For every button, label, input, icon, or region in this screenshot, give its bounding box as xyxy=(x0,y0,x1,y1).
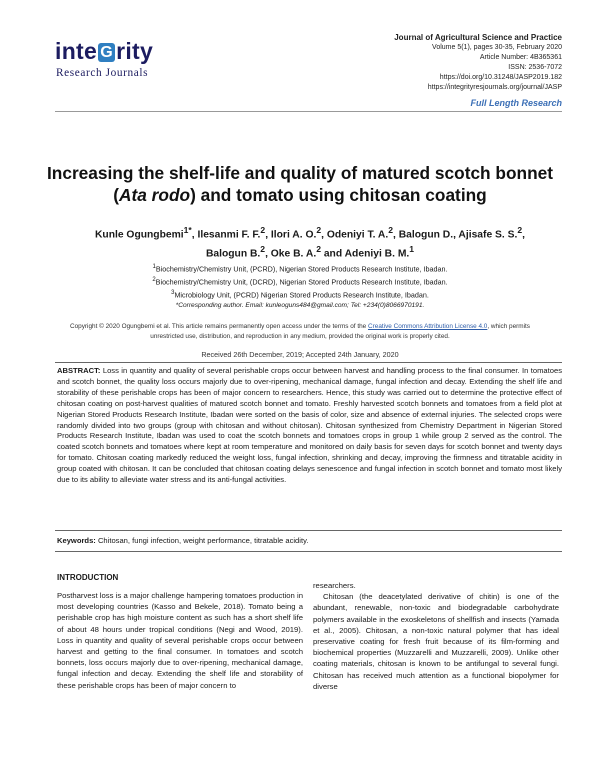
body-column-left xyxy=(57,590,303,691)
journal-volume: Volume 5(1), pages 30-35, February 2020 xyxy=(432,44,562,51)
article-number: Article Number: 4B365361 xyxy=(479,54,562,61)
paragraph: Postharvest loss is a major challenge hampering tomatoes production in most developing countries (Kasso and Bekele, 2018). Tomato being a perishable crop has high moisture content as such has a short shelf life of about 48 hours under tropical conditions (Negi and Wood, 2019). Loss in quantity and quality of several perishable crops occur between harvest and getting to the final consumer. In tomatoes and scotch bonnets, loss occurs majorly due to over-ripening, mechanical damage, fungal infection and decay. Extending the shelf life and storability of these perishable crops has been of major concern to xyxy=(57,591,303,690)
affiliation-item: $^3$Microbiology Unit, (PCRD) Nigerian Stored Products Research Institute, Ibadan. xyxy=(171,289,429,300)
paragraph: Chitosan (the deacetylated derivative of chitin) is one of the abundant, renewable, non-toxic and biodegradable carbohydrate polymers available in the exoskeletons of shellfish and insects (Yamada et al., 2005). Chitosan, a non-toxic natural polymer that has ideal preservative coating for fresh fruit because of its film-forming and biochemical properties (Muzzarelli and Muzzarelli, 2009). Unlike other coating materials, chitosan is known to be antifungal to several fungi. Chitosan has received much attention as a functional biopolymer for diverse xyxy=(313,592,559,691)
keywords: Keywords: Chitosan, fungi infection, weight performance, titratable acidity. xyxy=(57,536,309,545)
author-list: Kunle Ogungbemi$^{1*}$, Ilesanmi F. F.$^2$, Ilori A. O.$^2$, Odeniyi T. A.$^2$, Balogun D., Ajisafe S. S.$^2$, Balogun B.$^2$, Oke B. A.$^2$ and Adeniyi B. M.$^1$ xyxy=(94,225,526,260)
section-heading-introduction: INTRODUCTION xyxy=(57,573,119,582)
paper-title: Increasing the shelf-life and quality of matured scotch bonnet (Ata rodo) and tomato using chitosan coating xyxy=(46,163,554,205)
header-divider xyxy=(55,111,562,112)
journal-logo xyxy=(55,38,185,88)
received-accepted-dates: Received 26th December, 2019; Accepted 24th January, 2020 xyxy=(201,350,399,359)
doi-link[interactable]: https://doi.org/10.31248/JASP2019.182 xyxy=(439,74,562,81)
affiliation-item: $^2$Biochemistry/Chemistry Unit, (DCRD), Nigerian Stored Products Research Institute, Ibadan. xyxy=(152,276,448,287)
journal-name: Journal of Agricultural Science and Practice xyxy=(394,33,562,42)
journal-info xyxy=(394,33,562,93)
journal-url[interactable]: https://integrityresjournals.org/journal/JASP xyxy=(427,84,562,91)
license-link[interactable]: Creative Commons Attribution License 4.0 xyxy=(368,323,488,330)
paragraph: researchers. xyxy=(313,581,356,590)
logo-wordmark: inte G rity xyxy=(55,38,154,64)
article-type: Full Length Research xyxy=(470,98,562,108)
affiliations xyxy=(70,262,530,301)
copyright-notice: Copyright © 2020 Ogungbemi et al. This article remains permanently open access under the terms of the Creative Commons Attribution License 4.0, which permits unrestricted use, distribution, and reproduction in any medium, provided the original work is properly cited. xyxy=(70,323,530,340)
keywords-divider xyxy=(55,551,562,552)
body-column-right xyxy=(313,580,559,692)
logo-subtitle: Research Journals xyxy=(56,67,149,79)
abstract: ABSTRACT: Loss in quantity and quality of several perishable crops occur between harvest and handling process to the final consumer. In tomatoes and scotch bonnet, the quality loss occurs majorly due to over-ripening, mechanical damage, fungal infection and decay. Extending the shelf life and storability of these perishable crops has been of major concern to researchers. Hence, this study was carried out to determine the protective effect of chitosan coating on post-harvest qualities of matured scotch bonnet and tomato. Freshly harvested scotch bonnets and tomatoes from a field plot at Nigerian Stored Products Research Institute, Ibadan were sorted on the basis of color, size and absence of external injuries. The selected crops were randomly divided into two groups (group with chitosan and without chitosan). Chitosan synthesized from Chemistry Department in Nigerian Stored Products Research Institute, Ibadan was used to coat the scotch bonnets and tomatoes crops in group 1 while group 2 served as the control. The coated scotch bonnets and tomatoes where kept at room temperature and monitored on daily basis for seven days for scotch bonnet and twenty days for tomato. Chitosan coating markedly reduced the weight loss, fungal infection, shrinking and decay, improving the firmness and titratable acidity in group coated with chitosan. It can be concluded that chitosan coating delays senescence and fungal infection in scotch bonnet and tomato most likely due to its ability to alleviate water stress and its anti-fungal activities. xyxy=(57,366,562,485)
affiliation-item: $^1$Biochemistry/Chemistry Unit, (PCRD), Nigerian Stored Products Research Institute, Ibadan. xyxy=(152,264,448,274)
logo-g-mark: G xyxy=(98,43,115,62)
corresponding-author: *Corresponding author. Email: kunleoguns484@gmail.com; Tel: +234(0)8066970191. xyxy=(175,302,425,309)
issn: ISSN: 2536-7072 xyxy=(508,64,562,71)
